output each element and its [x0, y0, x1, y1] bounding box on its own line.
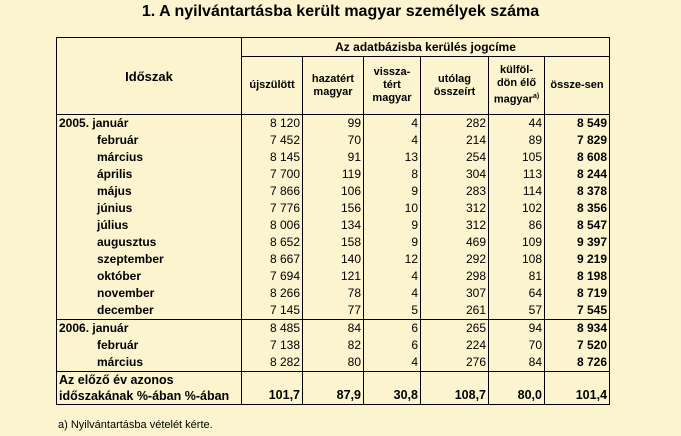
value-cell: 121	[303, 268, 364, 285]
table-row	[57, 149, 610, 166]
table-row	[57, 354, 610, 372]
value-cell: 9 397	[545, 234, 610, 251]
value-cell: 6	[364, 337, 421, 354]
period-cell: 2005. január	[57, 115, 242, 133]
value-cell: 8 549	[545, 115, 610, 133]
value-cell: 8 244	[545, 166, 610, 183]
col-header-ujszulott: újszülött	[242, 57, 303, 115]
value-cell: 254	[421, 149, 489, 166]
value-cell: 7 520	[545, 337, 610, 354]
period-cell: december	[57, 302, 242, 320]
value-cell: 106	[303, 183, 364, 200]
value-cell: 9	[364, 217, 421, 234]
table-row	[57, 337, 610, 354]
period-cell: március	[57, 354, 242, 372]
value-cell: 8 652	[242, 234, 303, 251]
table-row	[57, 132, 610, 149]
period-cell: augusztus	[57, 234, 242, 251]
value-cell: 8 719	[545, 285, 610, 302]
value-cell: 64	[489, 285, 545, 302]
value-cell: 298	[421, 268, 489, 285]
table-row	[57, 302, 610, 320]
value-cell: 114	[489, 183, 545, 200]
col-header-osszesen: össze-sen	[545, 57, 610, 115]
value-cell: 8 006	[242, 217, 303, 234]
value-cell: 8 145	[242, 149, 303, 166]
value-cell: 8 485	[242, 320, 303, 338]
col-header-visszatert: vissza-tért magyar	[364, 57, 421, 115]
value-cell: 158	[303, 234, 364, 251]
value-cell: 7 452	[242, 132, 303, 149]
group-header: Az adatbázisba kerülés jogcíme	[242, 38, 610, 57]
table-row	[57, 217, 610, 234]
value-cell: 84	[489, 354, 545, 372]
period-cell: május	[57, 183, 242, 200]
summary-value: 80,0	[489, 372, 545, 405]
value-cell: 140	[303, 251, 364, 268]
value-cell: 7 694	[242, 268, 303, 285]
data-table	[56, 37, 610, 405]
value-cell: 312	[421, 217, 489, 234]
value-cell: 81	[489, 268, 545, 285]
summary-value: 30,8	[364, 372, 421, 405]
footnote: a) Nyilvántartásba vételét kérte.	[58, 419, 213, 431]
value-cell: 6	[364, 320, 421, 338]
value-cell: 13	[364, 149, 421, 166]
summary-value: 108,7	[421, 372, 489, 405]
value-cell: 91	[303, 149, 364, 166]
value-cell: 134	[303, 217, 364, 234]
value-cell: 7 776	[242, 200, 303, 217]
value-cell: 44	[489, 115, 545, 133]
value-cell: 102	[489, 200, 545, 217]
period-cell: október	[57, 268, 242, 285]
value-cell: 9	[364, 234, 421, 251]
table-row	[57, 234, 610, 251]
value-cell: 7 145	[242, 302, 303, 320]
footnote-marker: a)	[532, 93, 540, 101]
table-row	[57, 285, 610, 302]
value-cell: 7 866	[242, 183, 303, 200]
period-cell: április	[57, 166, 242, 183]
value-cell: 82	[303, 337, 364, 354]
page-title: 1. A nyilvántartásba került magyar személyek száma	[141, 3, 540, 20]
value-cell: 8 726	[545, 354, 610, 372]
value-cell: 9	[364, 183, 421, 200]
value-cell: 99	[303, 115, 364, 133]
col-header-kulfoldon: külföl-dön élő magyar$^{a)}$	[489, 57, 545, 115]
period-cell: március	[57, 149, 242, 166]
value-cell: 8	[364, 166, 421, 183]
value-cell: 70	[489, 337, 545, 354]
value-cell: 7 545	[545, 302, 610, 320]
value-cell: 57	[489, 302, 545, 320]
value-cell: 8 282	[242, 354, 303, 372]
period-cell: november	[57, 285, 242, 302]
value-cell: 8 667	[242, 251, 303, 268]
value-cell: 89	[489, 132, 545, 149]
value-cell: 5	[364, 302, 421, 320]
value-cell: 7 138	[242, 337, 303, 354]
value-cell: 86	[489, 217, 545, 234]
value-cell: 4	[364, 285, 421, 302]
summary-value: 87,9	[303, 372, 364, 405]
value-cell: 84	[303, 320, 364, 338]
summary-value: 101,4	[545, 372, 610, 405]
table-row	[57, 166, 610, 183]
value-cell: 307	[421, 285, 489, 302]
value-cell: 8 608	[545, 149, 610, 166]
value-cell: 312	[421, 200, 489, 217]
value-cell: 276	[421, 354, 489, 372]
col-header-hazatert: hazatért magyar	[303, 57, 364, 115]
value-cell: 108	[489, 251, 545, 268]
value-cell: 113	[489, 166, 545, 183]
period-cell: június	[57, 200, 242, 217]
value-cell: 7 829	[545, 132, 610, 149]
value-cell: 9 219	[545, 251, 610, 268]
table-row	[57, 268, 610, 285]
col-header-utolag: utólag összeírt	[421, 57, 489, 115]
value-cell: 4	[364, 132, 421, 149]
period-cell: szeptember	[57, 251, 242, 268]
table-row	[57, 115, 610, 133]
period-cell: 2006. január	[57, 320, 242, 338]
value-cell: 292	[421, 251, 489, 268]
value-cell: 80	[303, 354, 364, 372]
value-cell: 8 934	[545, 320, 610, 338]
period-header: Időszak	[57, 38, 242, 115]
value-cell: 8 198	[545, 268, 610, 285]
value-cell: 70	[303, 132, 364, 149]
table-row	[57, 320, 610, 338]
value-cell: 469	[421, 234, 489, 251]
table-row	[57, 200, 610, 217]
value-cell: 304	[421, 166, 489, 183]
value-cell: 261	[421, 302, 489, 320]
value-cell: 8 547	[545, 217, 610, 234]
value-cell: 4	[364, 268, 421, 285]
period-cell: február	[57, 337, 242, 354]
summary-label	[57, 372, 242, 405]
value-cell: 94	[489, 320, 545, 338]
value-cell: 4	[364, 115, 421, 133]
value-cell: 8 356	[545, 200, 610, 217]
value-cell: 282	[421, 115, 489, 133]
summary-label-line1: Az előző év azonos	[59, 373, 174, 387]
value-cell: 10	[364, 200, 421, 217]
table-row	[57, 183, 610, 200]
value-cell: 12	[364, 251, 421, 268]
value-cell: 4	[364, 354, 421, 372]
period-cell: július	[57, 217, 242, 234]
summary-row	[57, 372, 610, 405]
value-cell: 214	[421, 132, 489, 149]
summary-label-line2: időszakának %-ában %-ában	[59, 389, 230, 403]
value-cell: 8 120	[242, 115, 303, 133]
summary-value: 101,7	[242, 372, 303, 405]
period-cell: február	[57, 132, 242, 149]
value-cell: 119	[303, 166, 364, 183]
value-cell: 105	[489, 149, 545, 166]
value-cell: 265	[421, 320, 489, 338]
value-cell: 109	[489, 234, 545, 251]
value-cell: 156	[303, 200, 364, 217]
value-cell: 77	[303, 302, 364, 320]
table-row	[57, 251, 610, 268]
value-cell: 8 378	[545, 183, 610, 200]
value-cell: 224	[421, 337, 489, 354]
value-cell: 8 266	[242, 285, 303, 302]
value-cell: 7 700	[242, 166, 303, 183]
value-cell: 78	[303, 285, 364, 302]
value-cell: 283	[421, 183, 489, 200]
